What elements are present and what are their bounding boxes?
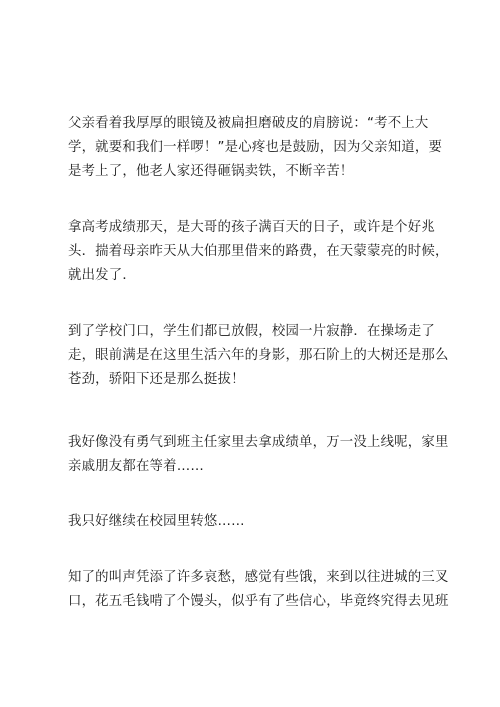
text-line: 口，花五毛钱啃了个馒头，似乎有了些信心，毕竟终究得去见班 (68, 594, 449, 609)
paragraph-1 (68, 112, 443, 184)
text-line: 是考上了，他老人家还得砸锅卖铁，不断辛苦！ (68, 164, 354, 179)
paragraph-2 (68, 216, 449, 288)
paragraph-6 (68, 566, 449, 614)
paragraph-4 (68, 431, 449, 479)
text-line: 拿高考成绩那天，是大哥的孩子满百天的日子，或许是个好兆 (68, 220, 435, 235)
text-line: 就出发了． (68, 268, 136, 283)
text-line: 头．揣着母亲昨天从大伯那里借来的路费，在天蒙蒙亮的时候， (68, 244, 449, 259)
paragraph-5 (68, 510, 440, 534)
text-line: 到了学校门口，学生们都已放假，校园一片寂静．在操场走了 (68, 324, 435, 339)
text-line: 苍劲，骄阳下还是那么挺拔！ (68, 372, 245, 387)
text-line: 我只好继续在校园里转悠…… (68, 514, 245, 529)
text-line: 走，眼前满是在这里生活六年的身影，那石阶上的大树还是那么 (68, 348, 449, 363)
paragraph-3 (68, 320, 449, 392)
text-line: 父亲看着我厚厚的眼镜及被扁担磨破皮的肩膀说：“考不上大 (68, 116, 429, 131)
text-line: 我好像没有勇气到班主任家里去拿成绩单，万一没上线呢，家里 (68, 435, 449, 450)
text-line: 学，就要和我们一样啰！”是心疼也是鼓励，因为父亲知道，要 (68, 140, 443, 155)
text-line: 知了的叫声凭添了许多哀愁，感觉有些饿，来到以往进城的三叉 (68, 570, 449, 585)
text-line: 亲戚朋友都在等着…… (68, 459, 204, 474)
